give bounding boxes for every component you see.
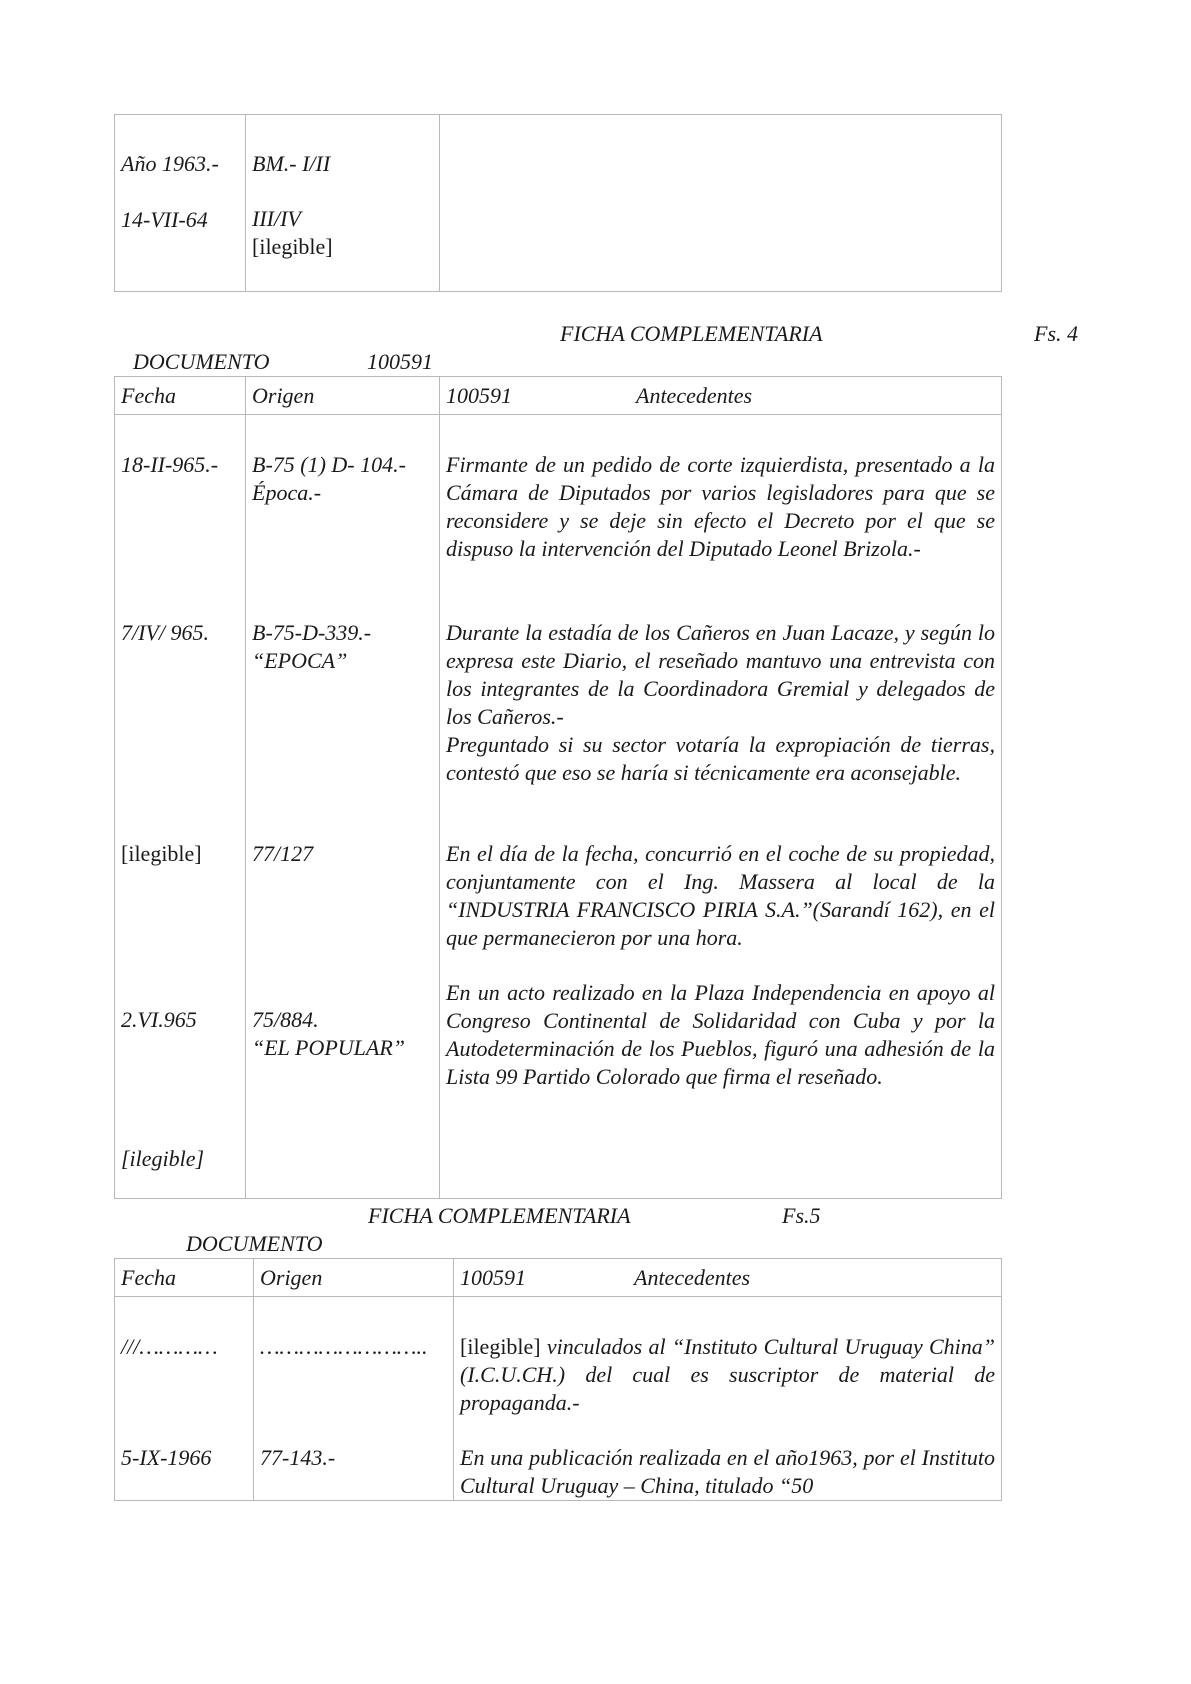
card2-page-number: Fs. 4 xyxy=(1034,321,1078,346)
card2-col-fecha: Fecha xyxy=(115,377,246,415)
card1-antecedentes-cell xyxy=(440,115,1002,292)
card3-origen-cell xyxy=(254,1297,454,1501)
card3-row1-text xyxy=(460,1333,995,1444)
card2-row2-origen xyxy=(252,619,433,840)
card3-title: FICHA COMPLEMENTARIA xyxy=(368,1203,631,1228)
card3-row1-origen: …………………….. xyxy=(260,1334,428,1359)
card2-row4-fecha: 2.VI.965 xyxy=(121,1007,197,1032)
card2-row1-origen: B-75 (1) D- 104.- Época.- xyxy=(252,452,406,505)
card2-row4-origen-code: 75/884. xyxy=(252,1007,319,1032)
card3-col-header xyxy=(454,1259,1002,1297)
card1-fecha-a: Año 1963.- xyxy=(121,151,219,176)
card3-row1-fecha: ///………… xyxy=(121,1334,218,1359)
card2-row2-origen-source: “EPOCA” xyxy=(252,648,348,673)
card3-row2-origen: 77-143.- xyxy=(260,1445,336,1470)
card1-fecha-cell xyxy=(115,115,246,292)
card1-origen-b: III/IV xyxy=(252,206,301,231)
card1-origen-c: [ilegible] xyxy=(252,234,333,259)
card2-title: FICHA COMPLEMENTARIA xyxy=(560,321,823,346)
card2-row2-text xyxy=(446,619,995,840)
card1-fecha-b: 14-VII-64 xyxy=(121,207,208,232)
card3-row1-text-body: vinculados al “Instituto Cultural Uruguay China” (I.C.U.CH.) del cual es suscriptor de material de propaganda.- xyxy=(460,1334,995,1415)
card2-table xyxy=(114,376,1002,1199)
card2-row3-fecha: [ilegible] xyxy=(121,841,202,866)
card3-col-antecedentes: Antecedentes xyxy=(634,1265,751,1290)
card2-col-number: 100591 xyxy=(446,383,512,408)
card3-row2-fecha: 5-IX-1966 xyxy=(121,1445,212,1470)
card2-row2-text-a: Durante la estadía de los Cañeros en Juan Lacaze, y según lo expresa este Diario, el reseñado mantuvo una entrevista con los integrantes de la Coordinadora Gremial y delegados de los Cañeros.- xyxy=(446,620,995,729)
card2-row3-origen: 77/127 xyxy=(252,841,314,866)
card2-row2-origen-code: B-75-D-339.- xyxy=(252,620,372,645)
card3-table xyxy=(114,1258,1002,1501)
card2-row1-text: Firmante de un pedido de corte izquierdista, presentado a la Cámara de Diputados por varios legisladores para que se reconsidere y se deje sin efecto el Decreto por el que se dispuso la intervención del Diputado Leonel Brizola.- xyxy=(446,452,995,561)
card2-fecha-cell xyxy=(115,415,246,1199)
card2-row2-fecha: 7/IV/ 965. xyxy=(121,620,209,645)
card3-document-label: DOCUMENTO xyxy=(186,1231,323,1256)
card2-row4-origen-source: “EL POPULAR” xyxy=(252,1035,406,1060)
card1-origen-cell xyxy=(246,115,440,292)
card2-col-antecedentes: Antecedentes xyxy=(636,383,753,408)
card2-row2-text-b: Preguntado si su sector votaría la expropiación de tierras, contestó que eso se haría si técnicamente era aconsejable. xyxy=(446,732,995,785)
card1-table xyxy=(114,114,1002,292)
card3-row1-text-prefix: [ilegible] xyxy=(460,1334,541,1359)
card3-antecedentes-cell xyxy=(454,1297,1002,1501)
card2-row4-origen xyxy=(252,1006,433,1062)
card2-footer-fecha: [ilegible] xyxy=(121,1146,205,1171)
card3-row2-text: En una publicación realizada en el año1963, por el Instituto Cultural Uruguay – China, titulado “50 xyxy=(460,1445,995,1498)
card3-fecha-cell xyxy=(115,1297,254,1501)
card2-document-label: DOCUMENTO xyxy=(133,349,270,374)
card3-col-number: 100591 xyxy=(460,1265,526,1290)
card2-document-number: 100591 xyxy=(367,349,433,374)
card3-page-number: Fs.5 xyxy=(782,1203,821,1228)
card2-row1-fecha: 18-II-965.- xyxy=(121,452,219,477)
card3-col-fecha: Fecha xyxy=(115,1259,254,1297)
card2-antecedentes-cell xyxy=(440,415,1002,1199)
card2-col-header xyxy=(440,377,1002,415)
card3-col-origen: Origen xyxy=(254,1259,454,1297)
card1-origen-a: BM.- I/II xyxy=(252,151,331,176)
card2-origen-cell xyxy=(246,415,440,1199)
card2-row4-text: En un acto realizado en la Plaza Independencia en apoyo al Congreso Continental de Solidaridad con Cuba y por la Autodeterminación de los Pueblos, figuró una adhesión de la Lista 99 Partido Colorado que firma el reseñado. xyxy=(446,980,995,1089)
card2-row3-text: En el día de la fecha, concurrió en el coche de su propiedad, conjuntamente con el Ing. Massera al local de la “INDUSTRIA FRANCISCO PIRIA S.A.”(Sarandí 162), en el que permanecieron por una hora. xyxy=(446,841,995,950)
card2-col-origen: Origen xyxy=(246,377,440,415)
